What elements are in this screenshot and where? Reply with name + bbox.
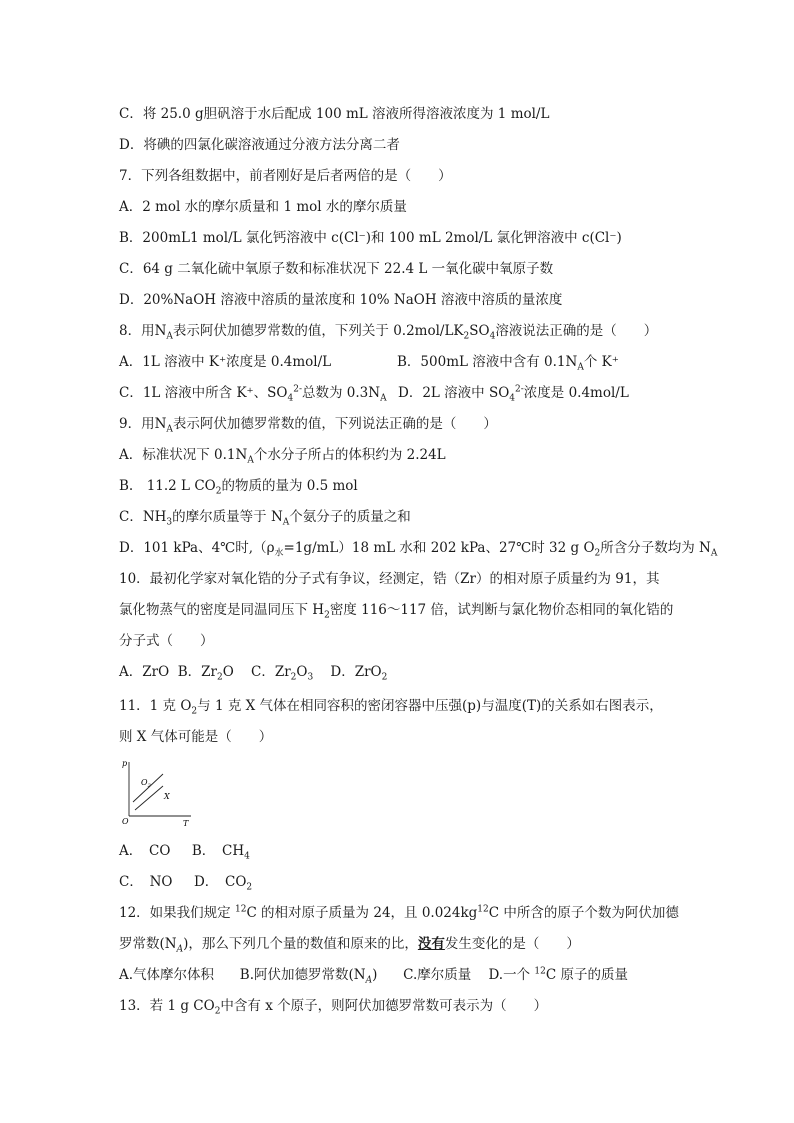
q7-option-a: A．2 mol 水的摩尔质量和 1 mol 水的摩尔质量 [119,199,407,215]
q8-stem: 8．用$N_A$表示阿伏加德罗常数的值，下列关于 $0.2mol/LK_2SO_4$溶液说法正确的是（ ） [119,323,658,342]
q9-stem: 9．用$N_A$表示阿伏加德罗常数的值，下列说法正确的是（ ） [119,416,497,435]
q8-option-d: D．2L 溶液中 $SO_4^{2-}$浓度是 0.4mol/L [398,384,629,404]
q10-stem-line-3: 分子式（ ） [119,633,214,649]
q8-option-c: C．1L 溶液中所含 K⁺、$SO_4^{2-}$总数为 $0.3N_A$ [119,384,387,404]
q8-option-b: B．500mL 溶液中含有 $0.1N_A$个 K⁺ [397,354,619,373]
q13-stem: 13．若 1 g $CO_2$中含有 x 个原子，则阿伏加德罗常数可表示为（ ） [119,998,548,1017]
q9-option-d: D．101 kPa、4℃时$,(\rho_水=1g/mL)18$ mL 水和 202 kPa、27℃时 32 g $O_2$所含分子数均为 $N_A$ [119,540,718,559]
q11-options-cd: C． NO D． $CO_2$ [119,874,253,893]
q12-stem-line-1: 12．如果我们规定 $^{12}$C 的相对原子质量为 24，且 $0.024kg^{12}C$ 中所含的原子个数为阿伏加德 [119,904,679,921]
graph-origin-label: O [122,817,129,826]
q11-pressure-temperature-graph [119,758,199,828]
q12-emphasis: 没有 [417,936,445,952]
q6-option-c: C．将 25.0 g胆矾溶于水后配成 100 mL 溶液所得溶液浓度为 1 mol/L [119,106,550,122]
q10-stem-line-2: 氯化物蒸气的密度是同温同压下 $H_2$密度 116～117 倍，试判断与氯化物价态相同的氧化锆的 [119,602,674,621]
q7-stem: 7．下列各组数据中，前者刚好是后者两倍的是（ ） [119,168,452,184]
q9-option-b: B. 11.2 L $CO_2$的物质的量为 0.5 mol [119,478,358,497]
q7-option-b: B．200mL1 mol/L 氯化钙溶液中 c(Cl⁻)和 100 mL 2mol/L 氯化钾溶液中 c(Cl⁻) [119,230,622,246]
q12-options: A.气体摩尔体积 B.阿伏加德罗常数$(N_A)$ C.摩尔质量 D.一个 $^{12}$C 原子的质量 [119,966,628,986]
graph-o2-label: $O_2$ [141,778,151,789]
q7-option-d: D．20%NaOH 溶液中溶质的量浓度和 10% NaOH 溶液中溶质的量浓度 [119,292,563,308]
q10-options: A．ZrO B．$Zr_2O$ C．$Zr_2O_3$ D．ZrO$_2$ [119,664,388,683]
q9-option-c: C．$NH_3$的摩尔质量等于 $N_A$个氨分子的质量之和 [119,509,411,528]
graph-x-label: X [164,792,170,801]
q9-option-a: A．标准状况下 $0.1N_A$个水分子所占的体积约为 2.24L [119,447,446,466]
q12-stem-line-2: 罗常数$(N_A)$，那么下列几个量的数值和原来的比，没有发生变化的是（ ） [119,936,580,955]
q10-stem-line-1: 10．最初化学家对氧化锆的分子式有争议，经测定，锆（Zr）的相对原子质量约为 91，其 [119,571,660,587]
graph-axis-p-label: p [122,759,128,768]
q8-option-a: A．1L 溶液中 K⁺浓度是 0.4mol/L [119,354,332,370]
q11-stem-line-1: 11．1 克 $O_2$与 1 克 X 气体在相同容积的密闭容器中压强(p)与温度(T)的关系如右图表示， [119,698,663,717]
q11-options-ab: A． CO B． $CH_4$ [119,843,250,862]
q7-option-c: C．64 g 二氧化硫中氧原子数和标准状况下 22.4 L 一氧化碳中氧原子数 [119,261,554,277]
q6-option-d: D．将碘的四氯化碳溶液通过分液方法分离二者 [119,137,400,153]
q11-stem-line-2: 则 X 气体可能是（ ） [119,729,273,745]
graph-axis-t-label: T [183,819,189,828]
